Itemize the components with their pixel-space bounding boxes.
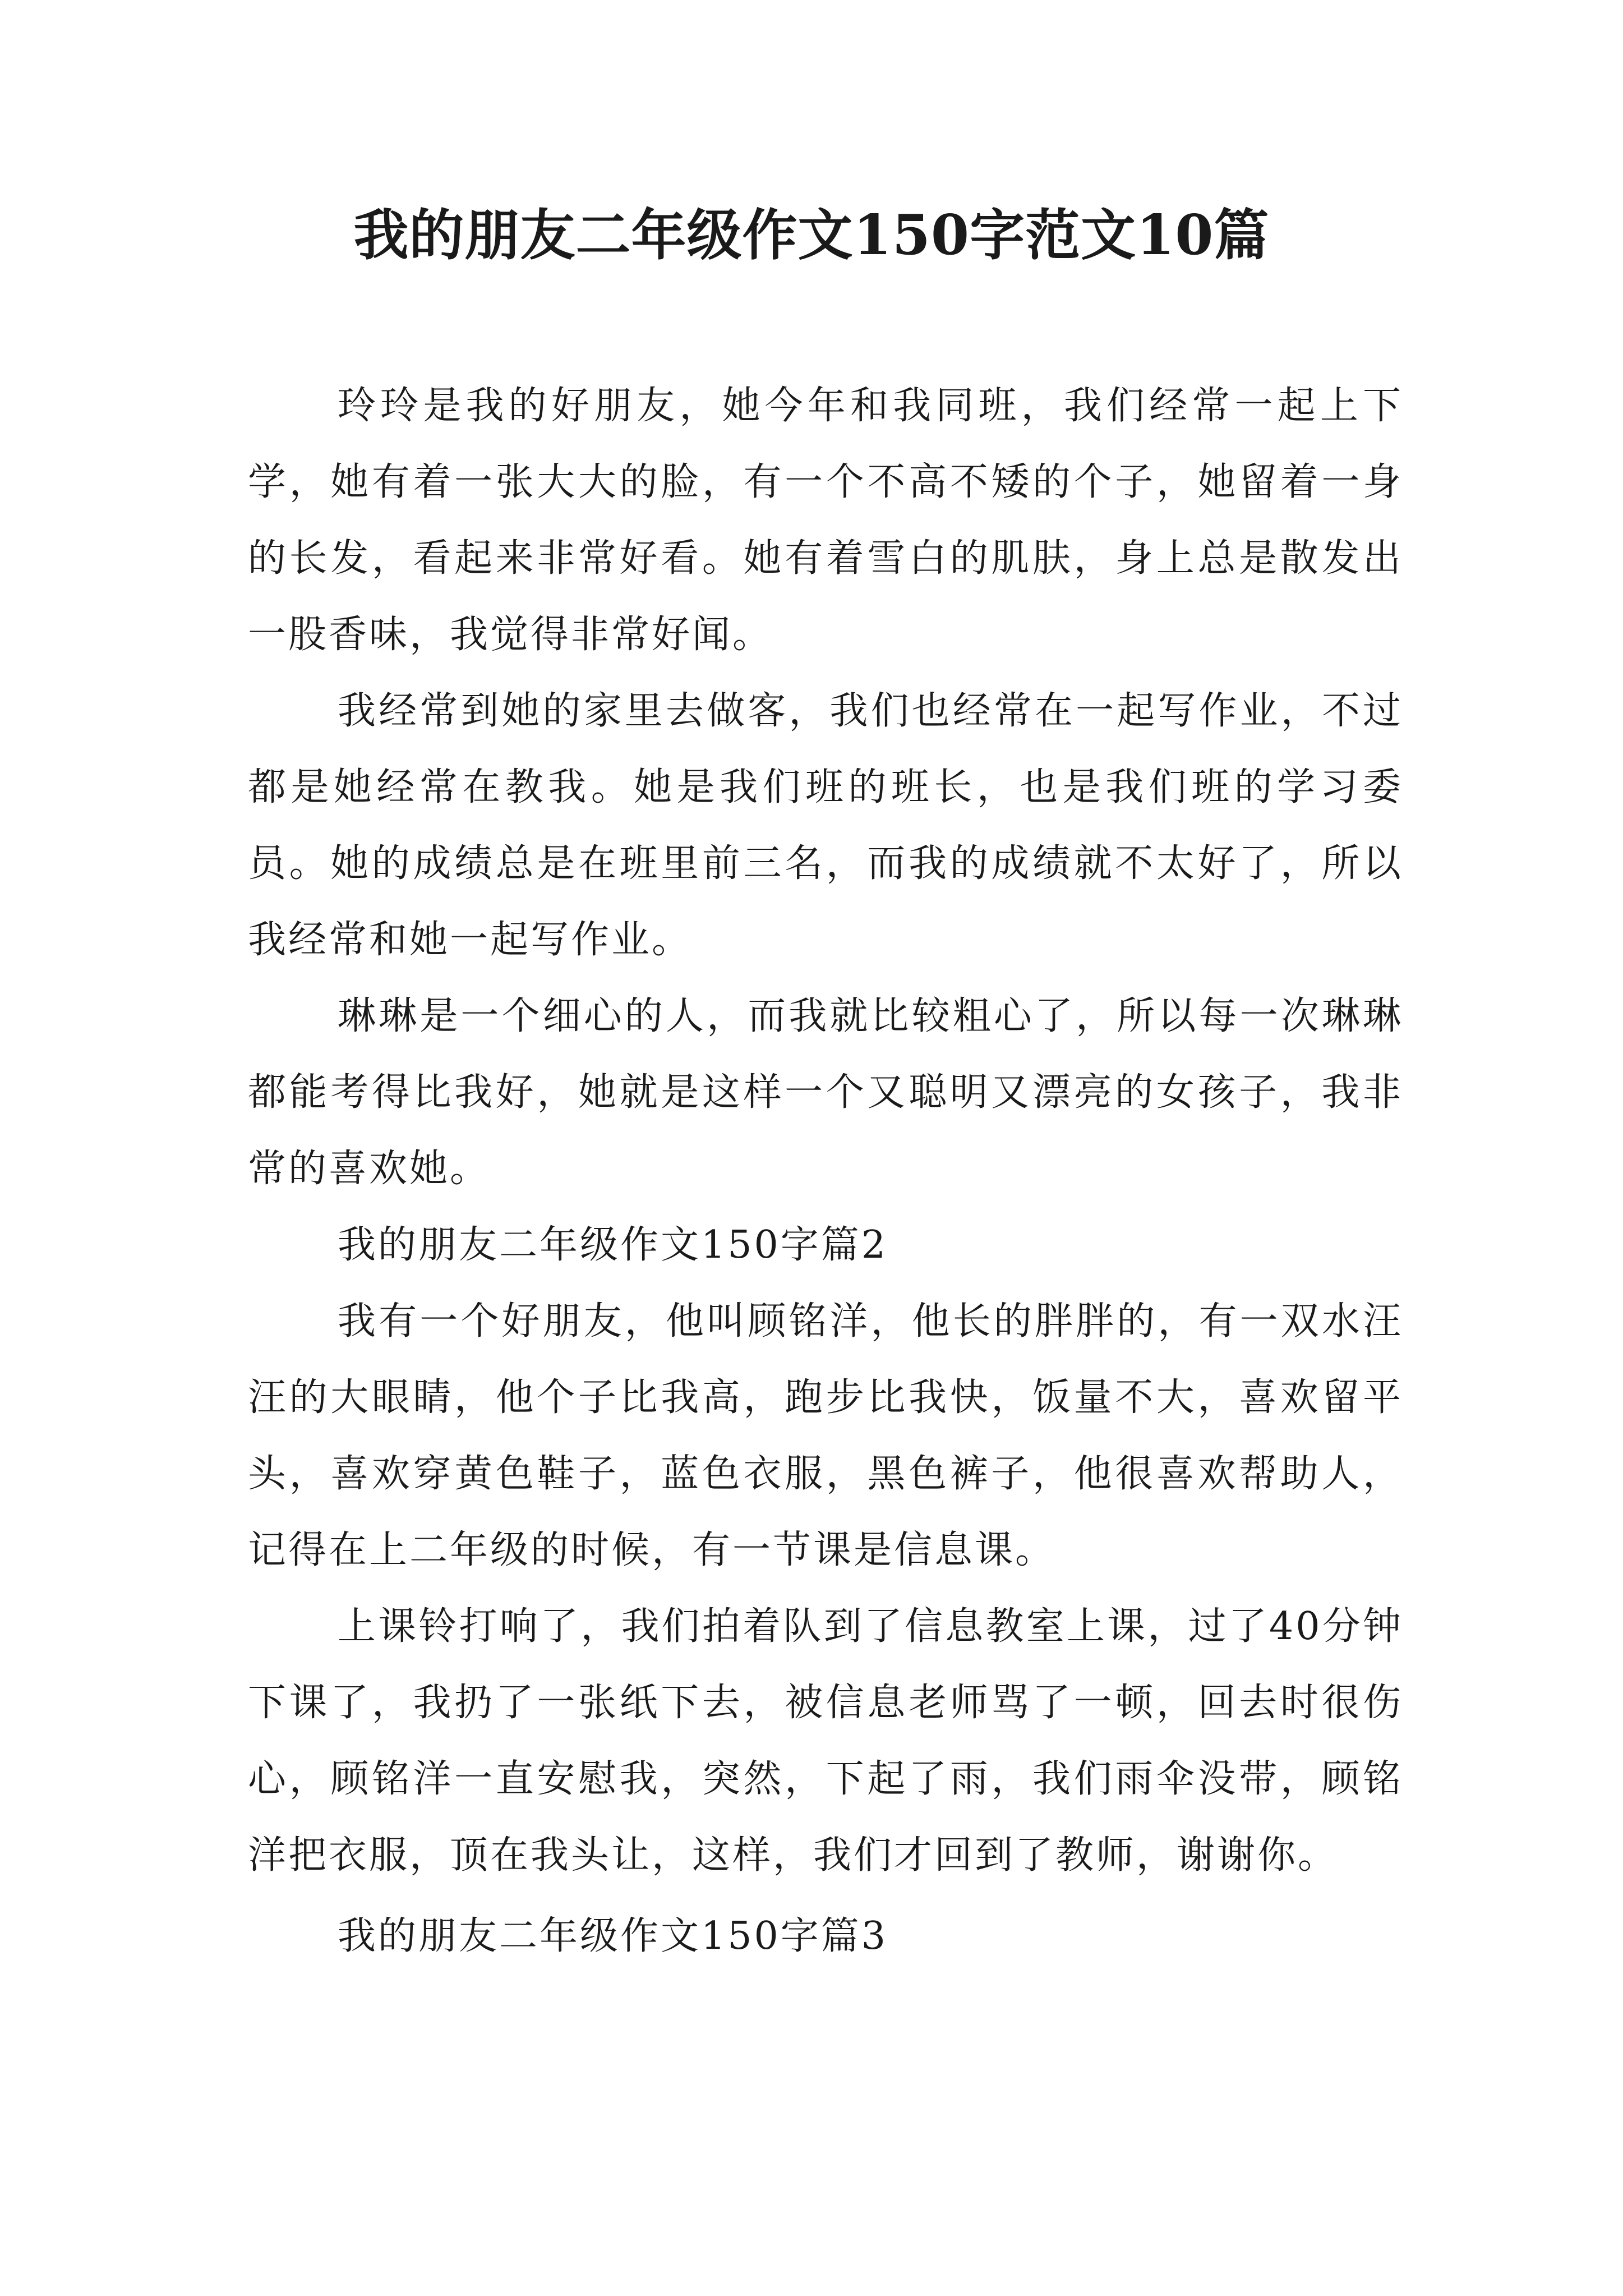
paragraph-3: 琳琳是一个细心的人，而我就比较粗心了，所以每一次琳琳都能考得比我好，她就是这样一个又聪明又漂亮的女孩子，我非常的喜欢她。	[248, 994, 1403, 1191]
document-body	[248, 368, 1403, 1975]
paragraph-2: 我经常到她的家里去做客，我们也经常在一起写作业，不过都是她经常在教我。她是我们班的班长，也是我们班的学习委员。她的成绩总是在班里前三名，而我的成绩就不太好了，所以我经常和她一起写作业。	[248, 689, 1403, 962]
section-heading-3: 我的朋友二年级作文150字篇3	[338, 1914, 888, 1958]
paragraph-4: 我有一个好朋友，他叫顾铭洋，他长的胖胖的，有一双水汪汪的大眼睛，他个子比我高，跑步比我快，饭量不大，喜欢留平头，喜欢穿黄色鞋子，蓝色衣服，黑色裤子，他很喜欢帮助人，记得在上二年级的时候，有一节课是信息课。	[248, 1299, 1403, 1572]
document-title: 我的朋友二年级作文150字范文10篇	[353, 203, 1270, 268]
paragraph-5: 上课铃打响了，我们拍着队到了信息教室上课，过了40分钟下课了，我扔了一张纸下去，被信息老师骂了一顿，回去时很伤心，顾铭洋一直安慰我，突然，下起了雨，我们雨伞没带，顾铭洋把衣服，顶在我头让，这样，我们才回到了教师，谢谢你。	[248, 1604, 1403, 1878]
paragraph-1: 玲玲是我的好朋友，她今年和我同班，我们经常一起上下学，她有着一张大大的脸，有一个不高不矮的个子，她留着一身的长发，看起来非常好看。她有着雪白的肌肤，身上总是散发出一股香味，我觉得非常好闻。	[248, 384, 1403, 657]
section-heading-2: 我的朋友二年级作文150字篇2	[338, 1223, 888, 1267]
